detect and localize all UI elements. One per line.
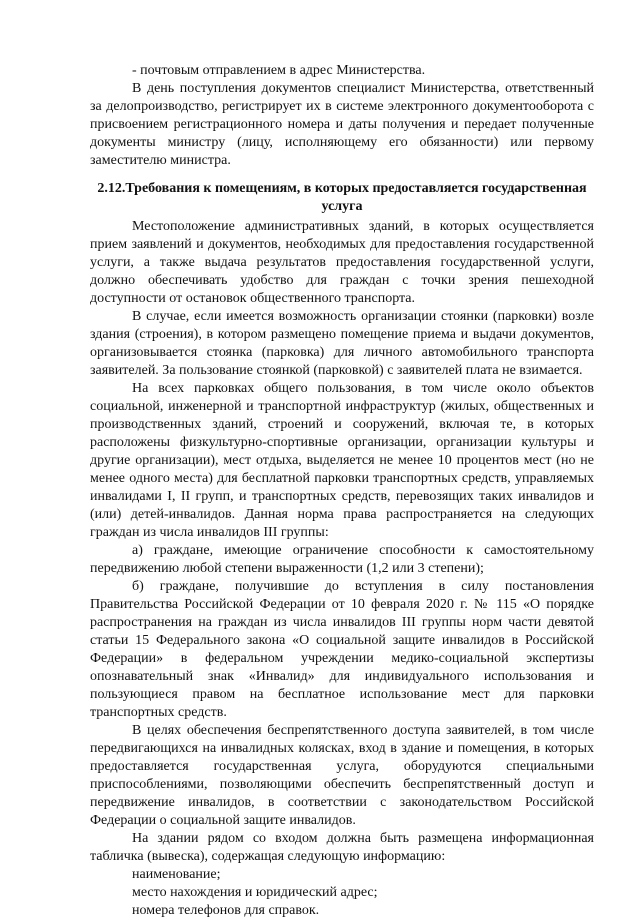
group-b-paragraph: б) граждане, получившие до вступления в силу постановления Правительства Российской Федерации от 10 февраля 2020 г. № 115 «О порядке распространения на граждан из числа инвалидов III группы норм части девятой статьи 15 Федерального закона «О социальной защите инвалидов в Российской Федерации» в федеральном учреждении медико-социальной экспертизы опознавательный знак «Инвалид» для индивидуального использования и пользующиеся правом на бесплатное использование мест для парковки транспортных средств. — [90, 579, 594, 720]
accessibility-paragraph: В целях обеспечения беспрепятственного доступа заявителей, в том числе передвигающихся на инвалидных колясках, вход в здание и помещения, в которых предоставляется государственная услуга, оборудуются специальными приспособлениями, позволяющими обеспечить беспрепятственный доступ и передвижение инвалидов, в соответствии с законодательством Российской Федерации о социальной защите инвалидов. — [90, 723, 594, 828]
signage-item-address: место нахождения и юридический адрес; — [132, 885, 378, 900]
signage-item-name: наименование; — [132, 867, 221, 882]
section-heading: 2.12.Требования к помещениям, в которых предоставляется государственная услуга — [97, 181, 587, 214]
intro-block — [90, 62, 594, 170]
group-a-paragraph: а) граждане, имеющие ограничение способности к самостоятельному передвижению любой степени выраженности (1,2 или 3 степени); — [90, 543, 594, 576]
signage-paragraph: На здании рядом со входом должна быть размещена информационная табличка (вывеска), содержащая следующую информацию: — [90, 831, 594, 864]
postal-submission-item: - почтовым отправлением в адрес Министерства. — [132, 63, 426, 78]
registration-paragraph: В день поступления документов специалист Министерства, ответственный за делопроизводство, регистрирует их в системе электронного документооборота с присвоением регистрационного номера и даты получения и передает полученные документы министру (лицу, исполняющему его обязанности) или первому заместителю министра. — [90, 81, 594, 168]
disabled-parking-paragraph: На всех парковках общего пользования, в том числе около объектов социальной, инженерной и транспортной инфраструктур (жилых, общественных и производственных зданий, строений и сооружений, включая те, в которых расположены физкультурно-спортивные организации, организации культуры и другие организации), мест отдыха, выделяется не менее 10 процентов мест (но не менее одного места) для бесплатной парковки транспортных средств, управляемых инвалидами I, II групп, и транспортных средств, перевозящих таких инвалидов и (или) детей-инвалидов. Данная норма права распространяется на следующих граждан из числа инвалидов III группы: — [90, 381, 594, 540]
signage-item-phones: номера телефонов для справок. — [132, 903, 320, 918]
parking-paragraph: В случае, если имеется возможность организации стоянки (парковки) возле здания (строения), в котором размещено помещение приема и выдачи документов, организовывается стоянка (парковка) для личного автомобильного транспорта заявителей. За пользование стоянкой (парковкой) с заявителей плата не взимается. — [90, 309, 594, 378]
location-paragraph: Местоположение административных зданий, в которых осуществляется прием заявлений и документов, необходимых для предоставления государственной услуги, а также выдача результатов предоставления государственной услуги, должно обеспечивать удобство для граждан с точки зрения пешеходной доступности от остановок общественного транспорта. — [90, 219, 594, 306]
section-body — [90, 218, 594, 920]
